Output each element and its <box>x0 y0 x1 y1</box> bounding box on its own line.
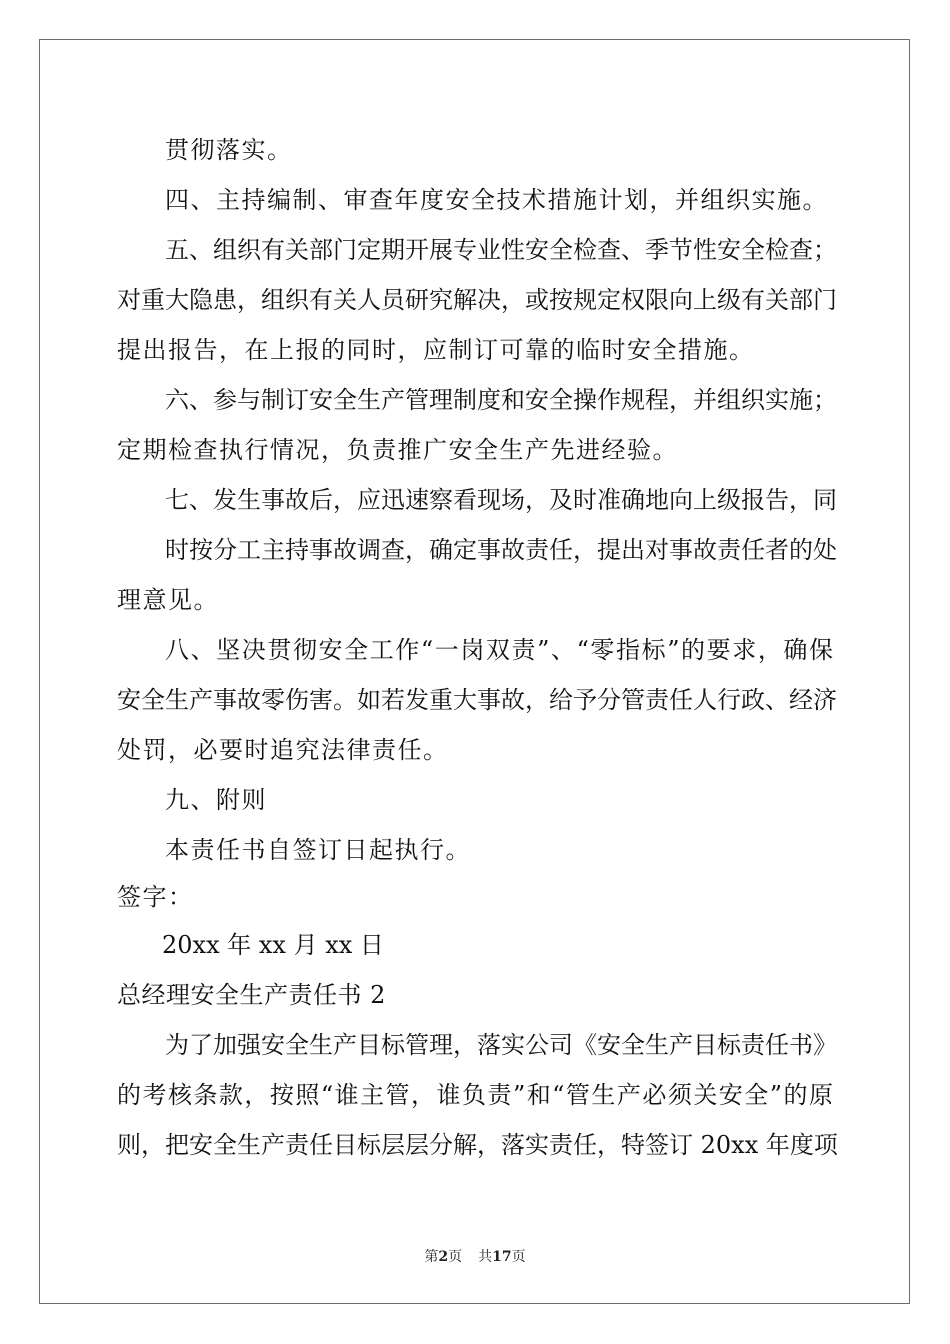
text-line: 四、主持编制、审查年度安全技术措施计划，并组织实施。 <box>165 186 828 214</box>
footer-page-suffix: 页 <box>448 1249 463 1265</box>
text-line: 七、发生事故后，应迅速察看现场，及时准确地向上级报告，同 <box>165 486 837 514</box>
text-line: 八、坚决贯彻安全工作“一岗双责”、“零指标”的要求，确保 <box>165 636 833 664</box>
text-line: 为了加强安全生产目标管理，落实公司《安全生产目标责任书》 <box>165 1031 837 1059</box>
text-line: 提出报告，在上报的同时，应制订可靠的临时安全措施。 <box>117 336 755 364</box>
page-footer <box>0 1248 950 1266</box>
text-line: 本责任书自签订日起执行。 <box>165 836 471 864</box>
footer-total-prefix: 共 <box>478 1249 493 1265</box>
page-border <box>39 39 910 1304</box>
text-line: 处罚，必要时追究法律责任。 <box>117 736 449 764</box>
footer-total-suffix: 页 <box>511 1249 526 1265</box>
signature-label: 签字： <box>117 883 194 911</box>
text-line: 的考核条款，按照“谁主管，谁负责”和“管生产必须关安全”的原 <box>117 1081 833 1109</box>
total-page-count: 17 <box>492 1249 512 1265</box>
text-line: 定期检查执行情况，负责推广安全生产先进经验。 <box>117 436 678 464</box>
footer-prefix: 第 <box>424 1249 439 1265</box>
text-line: 则，把安全生产责任目标层层分解，落实责任，特签订 20xx 年度项 <box>117 1131 838 1159</box>
section-heading: 九、附则 <box>165 786 267 814</box>
text-line: 贯彻落实。 <box>165 136 293 164</box>
text-line: 六、参与制订安全生产管理制度和安全操作规程，并组织实施； <box>165 386 837 414</box>
text-line: 对重大隐患，组织有关人员研究解决，或按规定权限向上级有关部门 <box>117 286 837 314</box>
text-line: 时按分工主持事故调查，确定事故责任，提出对事故责任者的处 <box>165 536 837 564</box>
text-line: 五、组织有关部门定期开展专业性安全检查、季节性安全检查； <box>165 236 837 264</box>
signature-date: 20xx 年 xx 月 xx 日 <box>162 931 384 959</box>
current-page-number: 2 <box>438 1249 449 1265</box>
text-line: 理意见。 <box>117 586 219 614</box>
text-line: 安全生产事故零伤害。如若发重大事故，给予分管责任人行政、经济 <box>117 686 837 714</box>
document-title: 总经理安全生产责任书 2 <box>117 981 386 1009</box>
